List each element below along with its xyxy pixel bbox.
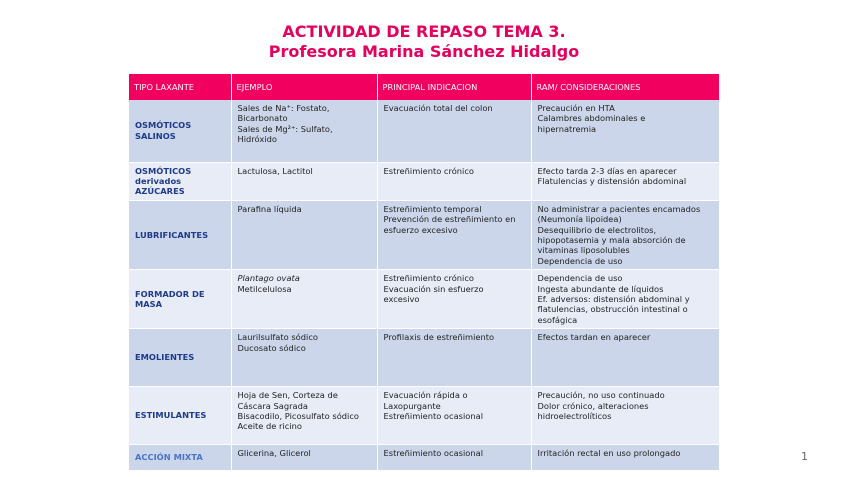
- cell-line: Precaución en HTA: [537, 103, 615, 113]
- cell-ram: [531, 200, 719, 269]
- cell-line: hidroelectrolíticos: [537, 411, 612, 421]
- cell-ejemplo: [231, 445, 377, 471]
- page-number: 1: [801, 450, 808, 463]
- table-row: [129, 445, 719, 471]
- cell-line: Glicerina, Glicerol: [237, 448, 311, 459]
- table-row: [129, 329, 719, 387]
- cell-line: Sales de Mg²⁺: Sulfato,: [237, 123, 333, 134]
- table-row: [129, 270, 719, 329]
- cell-line: Flatulencias y distensión abdominal: [537, 175, 687, 186]
- table-header-row: [129, 74, 719, 100]
- cell-line: Bicarbonato: [237, 113, 288, 124]
- cell-line: Bisacodilo, Picosulfato sódico: [237, 411, 359, 421]
- cell-line: Estreñimiento crónico: [383, 165, 474, 176]
- cell-line: vitaminas liposolubles: [537, 245, 630, 256]
- cell-ejemplo: [231, 387, 377, 445]
- cell-line: Lactulosa, Lactitol: [237, 165, 313, 176]
- cell-ram: [531, 387, 719, 445]
- cell-line: No administrar a pacientes encamados: [537, 203, 701, 214]
- cell-line: derivados: [135, 175, 182, 186]
- cell-line: (Neumonía lipoidea): [537, 214, 622, 225]
- cell-line: OSMÓTICOS: [135, 165, 192, 176]
- cell-ram: [531, 100, 719, 162]
- table-row: [129, 200, 719, 269]
- cell-tipo: [129, 329, 231, 387]
- cell-line: Efectos tardan en aparecer: [537, 332, 651, 343]
- cell-line: Irritación rectal en uso prolongado: [537, 448, 681, 459]
- cell-line: Estreñimiento crónico: [383, 273, 474, 284]
- header-ram-consideraciones: RAM/ CONSIDERACIONES: [531, 74, 719, 100]
- cell-line: Prevención de estreñimiento en: [383, 214, 516, 225]
- cell-line: esofágica: [537, 314, 578, 325]
- cell-indicacion: [377, 100, 531, 162]
- header-principal-indicacion: PRINCIPAL INDICACION: [377, 74, 531, 100]
- title-line-2: Profesora Marina Sánchez Hidalgo: [268, 42, 580, 61]
- header-tipo-laxante: TIPO LAXANTE: [129, 74, 231, 100]
- cell-line: Estreñimiento temporal: [383, 203, 482, 214]
- cell-ejemplo: [231, 162, 377, 200]
- cell-line: Evacuación total del colon: [383, 103, 493, 113]
- laxatives-table: [129, 74, 720, 471]
- cell-line: hipernatremia: [537, 123, 597, 134]
- cell-indicacion: [377, 270, 531, 329]
- cell-line: Ingesta abundante de líquidos: [537, 283, 664, 294]
- cell-tipo: [129, 445, 231, 471]
- cell-line: Aceite de ricino: [237, 421, 302, 432]
- cell-line: Dolor crónico, alteraciones: [537, 400, 649, 411]
- cell-line: Precaución, no uso continuado: [537, 390, 665, 401]
- cell-line: SALINOS: [135, 130, 176, 141]
- cell-line: Hoja de Sen, Corteza de: [237, 390, 338, 401]
- cell-ejemplo: [231, 200, 377, 269]
- cell-indicacion: [377, 329, 531, 387]
- cell-line: Ef. adversos: distensión abdominal y: [537, 293, 690, 304]
- cell-line: Estreñimiento ocasional: [383, 448, 484, 459]
- cell-line: excesivo: [383, 293, 420, 304]
- cell-line: esfuerzo excesivo: [383, 224, 458, 235]
- cell-line: Laurilsulfato sódico: [237, 332, 318, 343]
- cell-line: Evacuación rápida o: [383, 390, 468, 401]
- cell-line: Evacuación sin esfuerzo: [383, 283, 484, 294]
- title-line-1: ACTIVIDAD DE REPASO TEMA 3.: [282, 22, 566, 41]
- cell-ram: [531, 162, 719, 200]
- cell-line: EMOLIENTES: [135, 352, 195, 363]
- cell-line: Dependencia de uso: [537, 255, 623, 266]
- cell-line: MASA: [135, 299, 163, 310]
- cell-ejemplo: [231, 329, 377, 387]
- cell-indicacion: [377, 200, 531, 269]
- cell-line: Estreñimiento ocasional: [383, 411, 484, 421]
- cell-tipo: [129, 387, 231, 445]
- cell-tipo: [129, 100, 231, 162]
- cell-indicacion: [377, 445, 531, 471]
- cell-ram: [531, 329, 719, 387]
- cell-line: FORMADOR DE: [135, 288, 205, 299]
- cell-line: Desequilibrio de electrolitos,: [537, 224, 657, 235]
- cell-line: Plantago ovata: [237, 273, 300, 284]
- cell-line: ESTIMULANTES: [135, 410, 207, 421]
- cell-line: Efecto tarda 2-3 días en aparecer: [537, 165, 677, 176]
- cell-tipo: [129, 200, 231, 269]
- cell-line: flatulencias, obstrucción intestinal o: [537, 304, 688, 315]
- cell-line: Parafina líquida: [237, 203, 302, 214]
- cell-ram: [531, 270, 719, 329]
- cell-line: LUBRIFICANTES: [135, 229, 209, 240]
- cell-ram: [531, 445, 719, 471]
- cell-line: ACCIÓN MIXTA: [135, 452, 203, 463]
- cell-line: Calambres abdominales e: [537, 113, 646, 124]
- header-ejemplo: EJEMPLO: [231, 74, 377, 100]
- slide-title: [0, 22, 848, 62]
- cell-line: hipopotasemia y mala absorción de: [537, 234, 686, 245]
- cell-tipo: [129, 162, 231, 200]
- cell-line: Ducosato sódico: [237, 342, 306, 353]
- cell-indicacion: [377, 387, 531, 445]
- table-row: [129, 100, 719, 162]
- cell-line: AZÚCARES: [135, 186, 185, 197]
- cell-tipo: [129, 270, 231, 329]
- cell-line: Dependencia de uso: [537, 273, 623, 284]
- cell-line: Sales de Na⁺: Fostato,: [237, 103, 330, 113]
- table-row: [129, 162, 719, 200]
- cell-line: Cáscara Sagrada: [237, 400, 308, 411]
- cell-ejemplo: [231, 270, 377, 329]
- cell-line: OSMÓTICOS: [135, 120, 192, 131]
- cell-line: Profilaxis de estreñimiento: [383, 332, 495, 343]
- cell-line: Metilcelulosa: [237, 283, 292, 294]
- cell-line: Laxopurgante: [383, 400, 441, 411]
- table-row: [129, 387, 719, 445]
- cell-ejemplo: [231, 100, 377, 162]
- cell-line: Hidróxido: [237, 134, 277, 145]
- cell-indicacion: [377, 162, 531, 200]
